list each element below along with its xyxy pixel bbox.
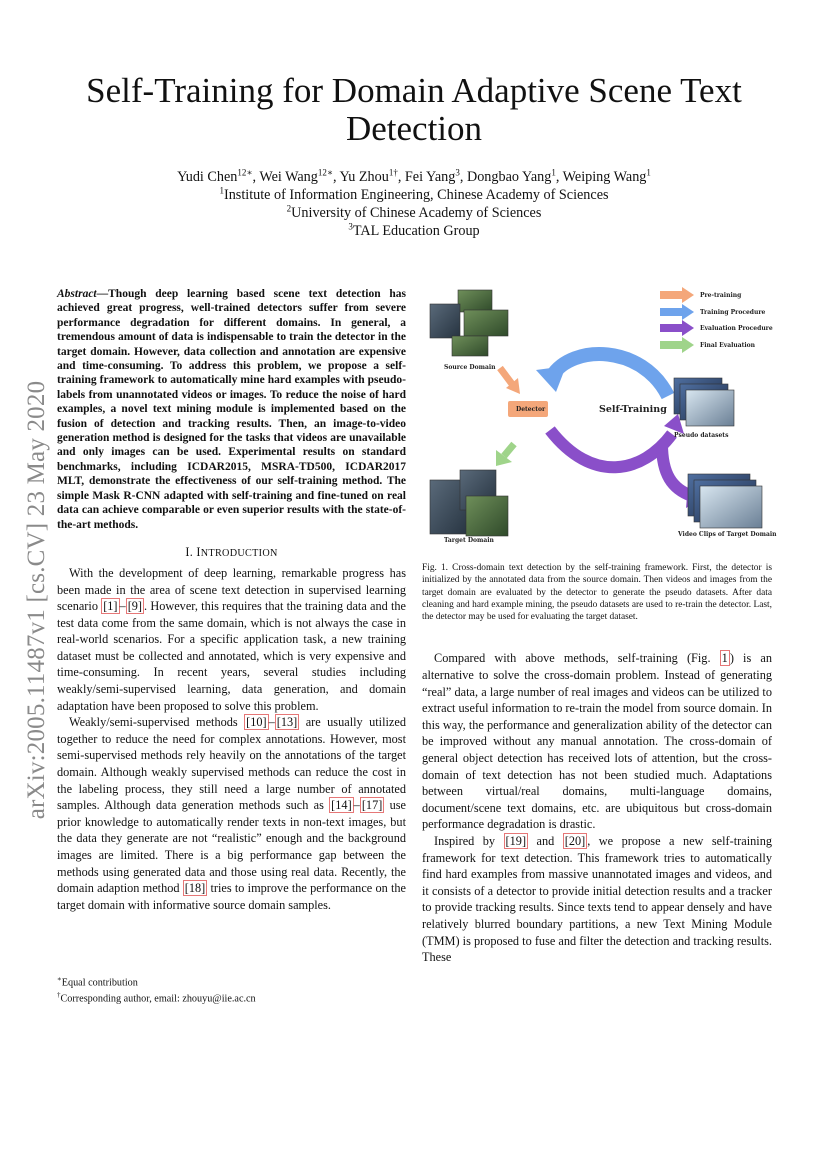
self-training-label: Self-Training [599, 404, 667, 415]
evaluation-arrow [662, 444, 692, 496]
left-column [57, 287, 406, 913]
detector-label: Detector [516, 406, 546, 413]
body-paragraph: Compared with above methods, self-training (Fig. 1 ) is an alternative to solve the cross-domain problem. Instead of generating “real” data, a large number of real images and videos can be utilized to extract useful information to re-train the model from source domain. In this way, the performance and generalization ability of the detector can be improved without any manual annotation. The cross-domain of general object detection has received lots of attention, but the cross-domain of text detection has not been studied much. Adaptations between virtual/real domains, multi-language domains, document/scene text domains, etc. are ubiquitous but cross-domain performance degradation is drastic. [422, 651, 773, 832]
citation-link[interactable]: [13] [276, 715, 298, 730]
arxiv-id-text: arXiv:2005.11487v1 [cs.CV] 23 May 2020 [23, 380, 50, 820]
pretraining-arrow [500, 368, 512, 384]
right-column [422, 284, 777, 966]
video-clips-label: Video Clips of Target Domain [678, 531, 777, 538]
abstract-text: —Though deep learning based scene text detection has achieved great progress, well-trained detectors suffer from severe performance degradation for different domains. In general, a tremendous amount of data is indispensable to train the detector in the target domain. However, data collection and annotation are expensive and time-consuming. To address this problem, we propose a self-training framework to automatically mine hard examples with pseudo-labels from unannotated videos or images. To reduce the noise of hard examples, a novel text mining module is implemented based on the fusion of detection and tracking results. Then, an image-to-video generation method is designed for the tasks that videos are unavailable and only images can be used. Experimental results on standard benchmarks, including ICDAR2015, MSRA-TD500, ICDAR2017 MLT, demonstrate the effectiveness of our self-training method. The simple Mask R-CNN adapted with self-training and fine-tuned on real data can achieve comparable or even superior results with the state-of-the-art methods. [57, 288, 406, 531]
body-paragraph: Inspired by [19] and [20] , we propose a new self-training framework for text detection. This framework tries to automatically find hard examples from massive unannotated images and videos, and it consists of a detector to provide initial detection results and a tracker to provide tracking results. Since texts tend to appear densely and have relatively blurred boundary partitions, a new Text Mining Module (TMM) is proposed to fuse and filter the detection and tracking results. These [422, 834, 772, 965]
target-image [466, 496, 508, 536]
footnote: ∗Equal contribution [57, 975, 138, 989]
footnote: †Corresponding author, email: zhouyu@iie.ac.cn [57, 991, 256, 1005]
pseudo-image [686, 390, 734, 426]
author-line: Yudi Chen$^{12∗}$, Wei Wang$^{12∗}$, Yu Zhou$^{1\dagger}$, Fei Yang$^3$, Dongbao Yang$^1$, Weiping Wang$^1$ [177, 167, 651, 185]
citation-link[interactable]: [20] [564, 834, 586, 849]
citation-link[interactable]: [1] [103, 599, 118, 614]
legend-swatch [660, 337, 694, 353]
affiliation: $^3$TAL Education Group [348, 221, 480, 239]
pseudo-datasets-label: Pseudo datasets [674, 432, 729, 439]
figure-caption: Fig. 1. Cross-domain text detection by the self-training framework. First, the detector is initialized by the annotated data from the source domain. Then videos and images from the target domain are evaluated by the detector to generate the pseudo datasets. After data cleaning and hard example mining, the pseudo datasets are used to re-train the detector. Last, the detector may be used for evaluating the target dataset. [422, 563, 772, 623]
source-image [430, 304, 460, 338]
abstract [57, 287, 406, 532]
citation-link[interactable]: [17] [361, 798, 383, 813]
target-domain-label: Target Domain [444, 537, 494, 544]
citation-link[interactable]: [14] [331, 798, 352, 813]
citation-link[interactable]: [18] [184, 881, 206, 896]
legend-swatch [660, 320, 694, 336]
figure-diagram [422, 284, 772, 549]
arxiv-sidebar [22, 350, 52, 850]
legend-swatch [660, 287, 694, 303]
figure-reference-link[interactable]: 1 [721, 651, 728, 666]
affiliation: $^2$University of Chinese Academy of Sciences [286, 203, 542, 221]
citation-link[interactable]: [19] [505, 834, 527, 849]
citation-link[interactable]: [9] [127, 599, 143, 614]
source-image [452, 336, 488, 356]
intro-paragraph: Weakly/semi-supervised methods [10] – [13] are usually utilized together to reduce the need for complex annotations. However, most semi-supervised methods rely heavily on the annotations of the target domain. Although weakly supervised methods can reduce the cost in the labeling process, they still need a large number of annotated samples. Although data generation methods such as [14] – [17] use prior knowledge to automatically render texts in non-text images, but the data they generate are not “realistic” enough and the background images are limited. There is a big performance gap between the methods using generated data and those using real data. Recently, the domain adaption method [18] tries to improve the performance on the target domain with informative source domain samples. [57, 715, 406, 912]
source-image [464, 310, 508, 336]
final-evaluation-arrow [504, 444, 514, 456]
citation-link[interactable]: [10] [246, 715, 267, 730]
legend-swatch [660, 304, 694, 320]
source-domain-label: Source Domain [444, 364, 496, 371]
legend-label: Training Procedure [700, 309, 766, 316]
intro-paragraph: With the development of deep learning, remarkable progress has been made in the area of scene text detection in supervised learning scenario [1] – [9] . However, this requires that the training data and the test data come from the same domain, which is not always the case in real-world scenarios. For a specific application task, a new training dataset must be collected and annotated, which is very expensive and time-consuming. In recent years, several studies including weakly/semi-supervised learning, data generation, and domain adaptation have been proposed to solve this problem. [57, 565, 407, 713]
section-heading-introduction: I. INTRODUCTION [185, 544, 278, 559]
source-image [458, 290, 492, 312]
evaluation-arrow [550, 430, 672, 467]
author-block [60, 168, 768, 240]
video-image [700, 486, 762, 528]
paper-title: Self-Training for Domain Adaptive Scene Text Detection [86, 71, 742, 148]
affiliation: $^1$Institute of Information Engineering, Chinese Academy of Sciences [219, 185, 609, 203]
right-text [422, 650, 772, 965]
legend-label: Pre-training [700, 292, 742, 299]
abstract-label: Abstract [57, 288, 97, 300]
footnotes [57, 973, 406, 1006]
training-arrow [552, 354, 668, 396]
legend-label: Evaluation Procedure [700, 325, 773, 332]
legend-label: Final Evaluation [700, 342, 756, 349]
figure-1 [422, 284, 777, 549]
